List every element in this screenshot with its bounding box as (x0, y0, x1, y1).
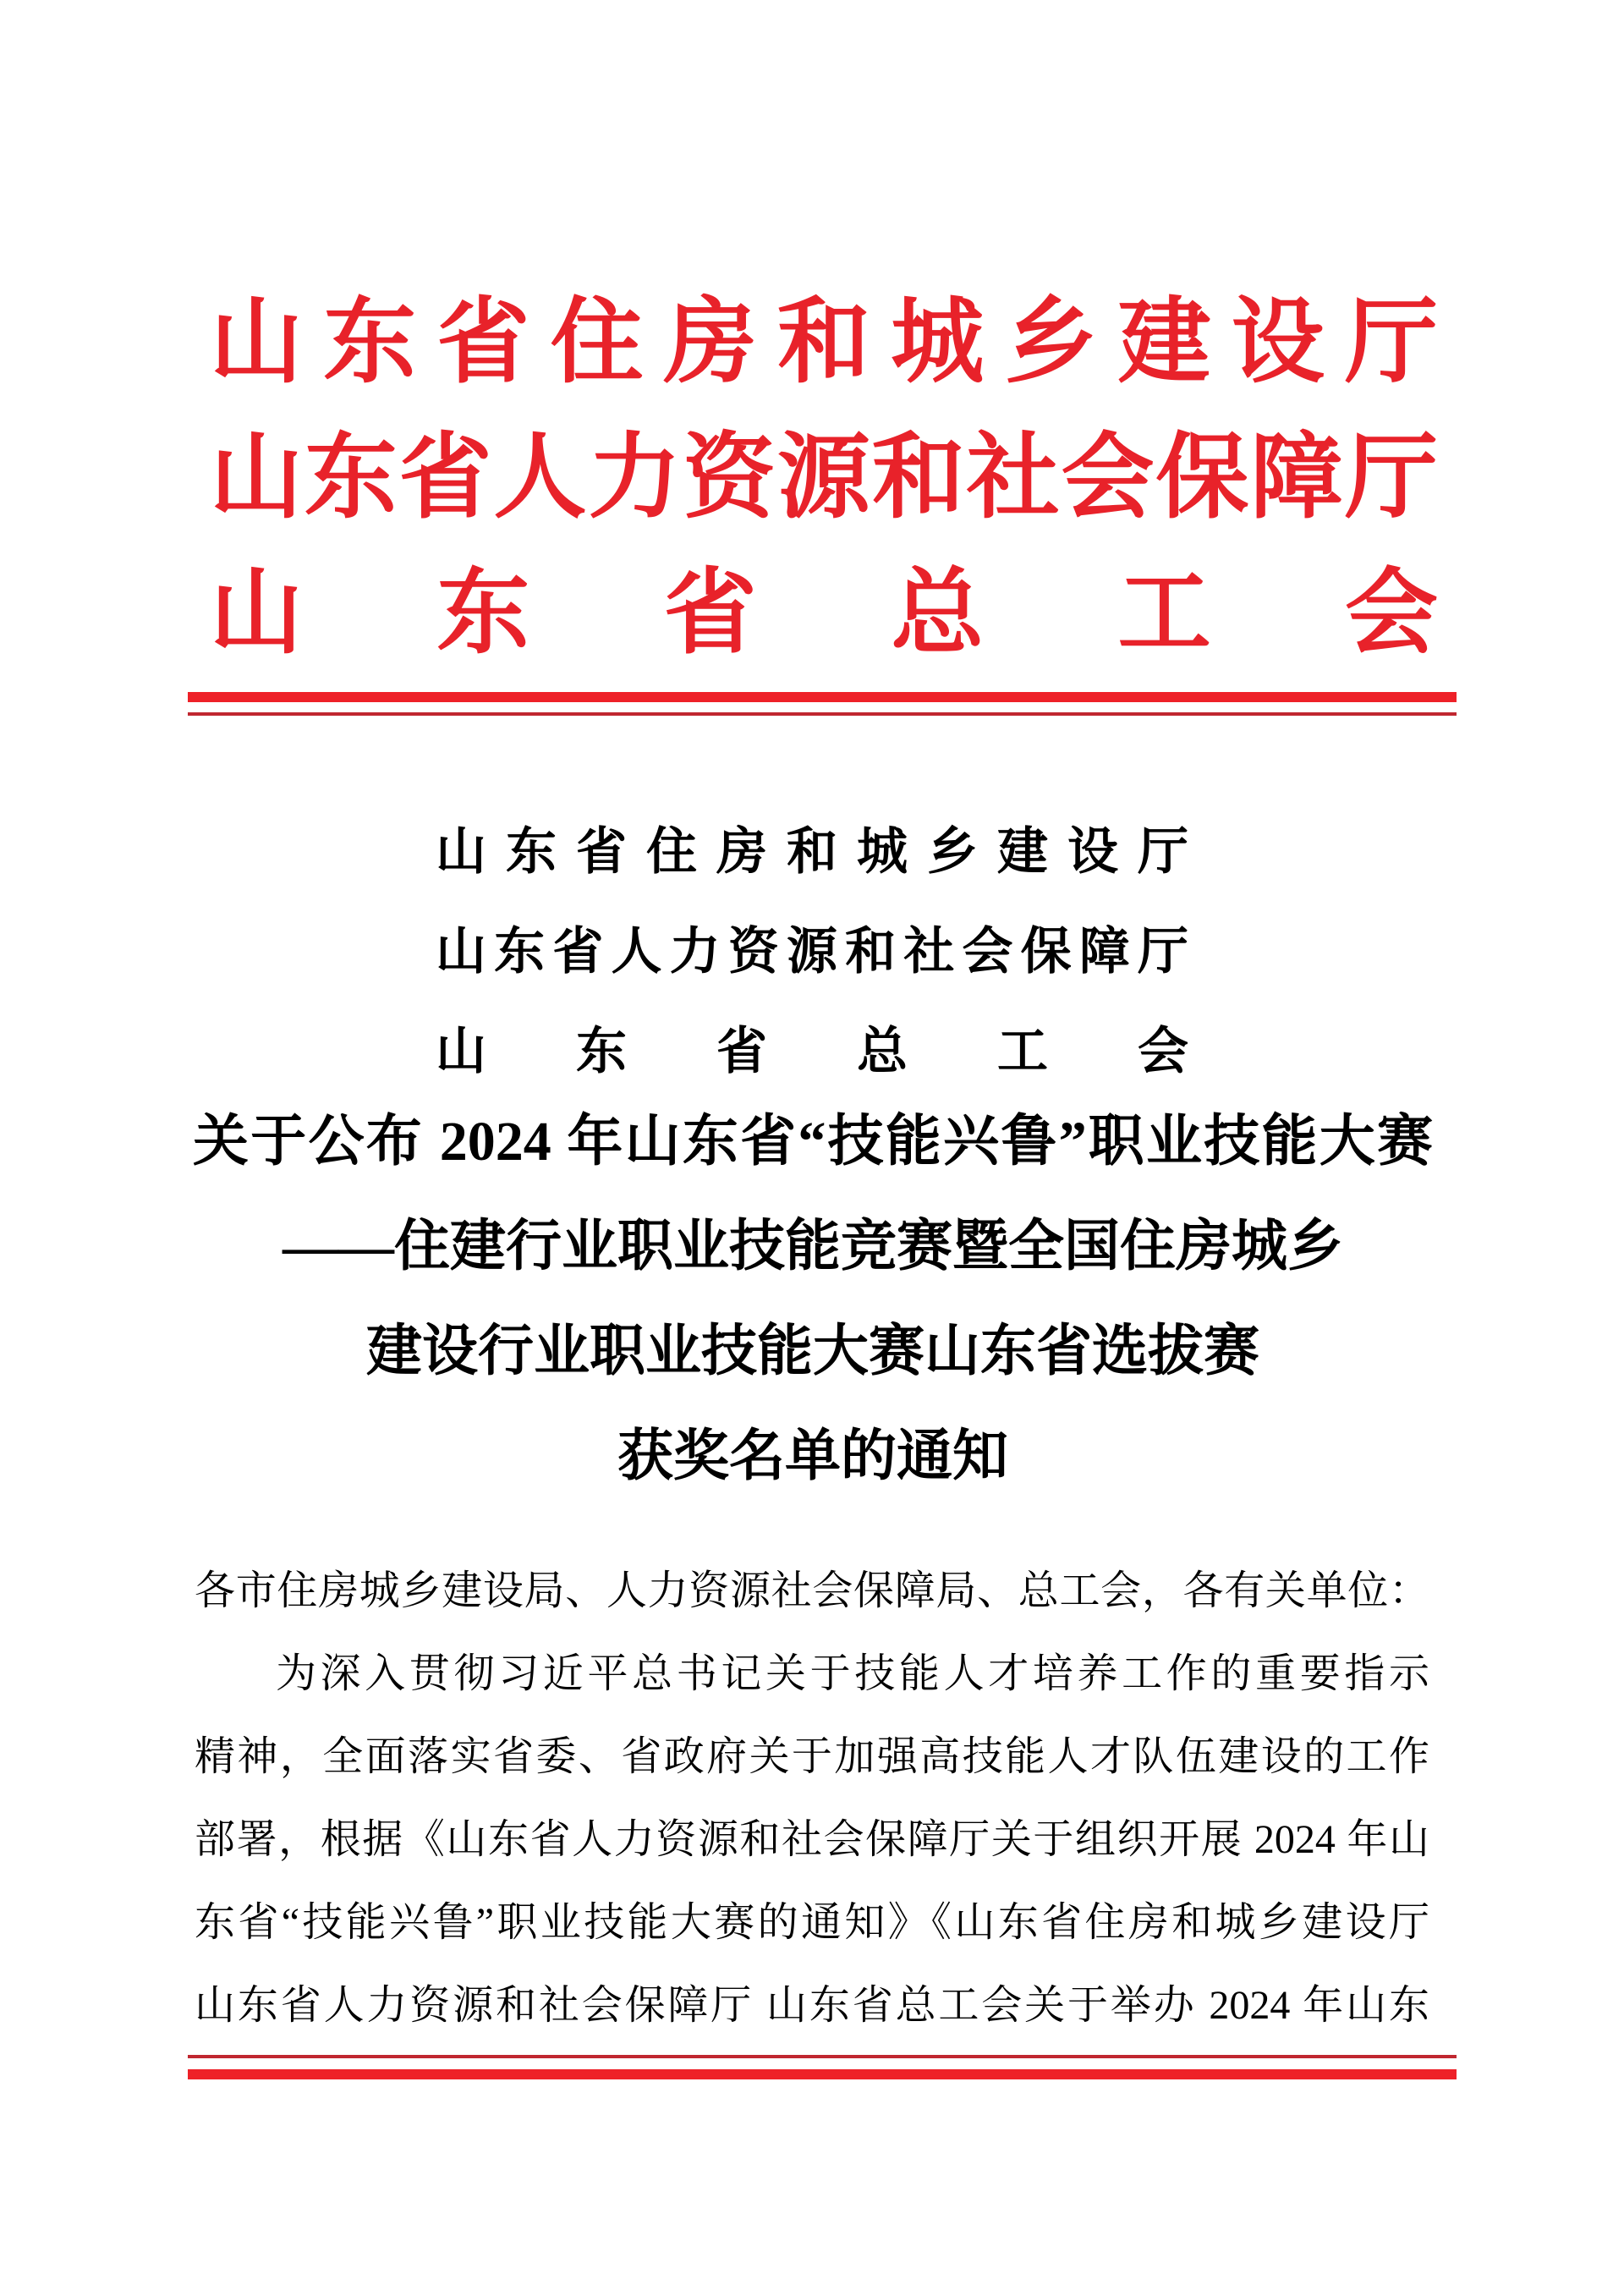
body-line-5: 山东省人力资源和社会保障厅 山东省总工会关于举办 2024 年山东 (195, 1983, 1429, 2028)
body-line-1: 为深入贯彻习近平总书记关于技能人才培养工作的重要指示 (276, 1651, 1429, 1696)
body-text (195, 1550, 1429, 2047)
issuer-line-3: 山东省总工会 (436, 1024, 1188, 1079)
title-line-2: ——住建行业职业技能竞赛暨全国住房城乡 (283, 1216, 1343, 1277)
body-line-3: 部署，根据《山东省人力资源和社会保障厅关于组织开展 2024 年山 (195, 1817, 1429, 1862)
body-line-4: 东省“技能兴鲁”职业技能大赛的通知》《山东省住房和城乡建设厅 (195, 1900, 1429, 1945)
notice-title (193, 1090, 1433, 1509)
letterhead-org-line-1: 山东省住房和城乡建设厅 (210, 291, 1438, 394)
issuer-line-1: 山东省住房和城乡建设厅 (436, 824, 1188, 880)
letterhead-org-line-2: 山东省人力资源和社会保障厅 (210, 426, 1438, 530)
title-line-1: 关于公布 2024 年山东省“技能兴鲁”职业技能大赛 (193, 1111, 1433, 1173)
header-rule-thick (188, 692, 1457, 702)
letterhead-org-line-3: 山东省总工会 (210, 562, 1438, 665)
salutation-line: 各市住房城乡建设局、人力资源社会保障局、总工会，各有关单位： (195, 1568, 1429, 1613)
letterhead (210, 275, 1438, 681)
title-line-4: 获奖名单的通知 (617, 1425, 1008, 1487)
body-line-2: 精神，全面落实省委、省政府关于加强高技能人才队伍建设的工作 (195, 1734, 1429, 1779)
footer-rule-thin (188, 2055, 1457, 2058)
header-rule-thin (188, 712, 1457, 716)
title-line-3: 建设行业职业技能大赛山东省选拔赛 (366, 1321, 1259, 1382)
footer-rule-thick (188, 2069, 1457, 2079)
issuer-line-2: 山东省人力资源和社会保障厅 (436, 924, 1188, 980)
issuer-block (436, 802, 1188, 1101)
